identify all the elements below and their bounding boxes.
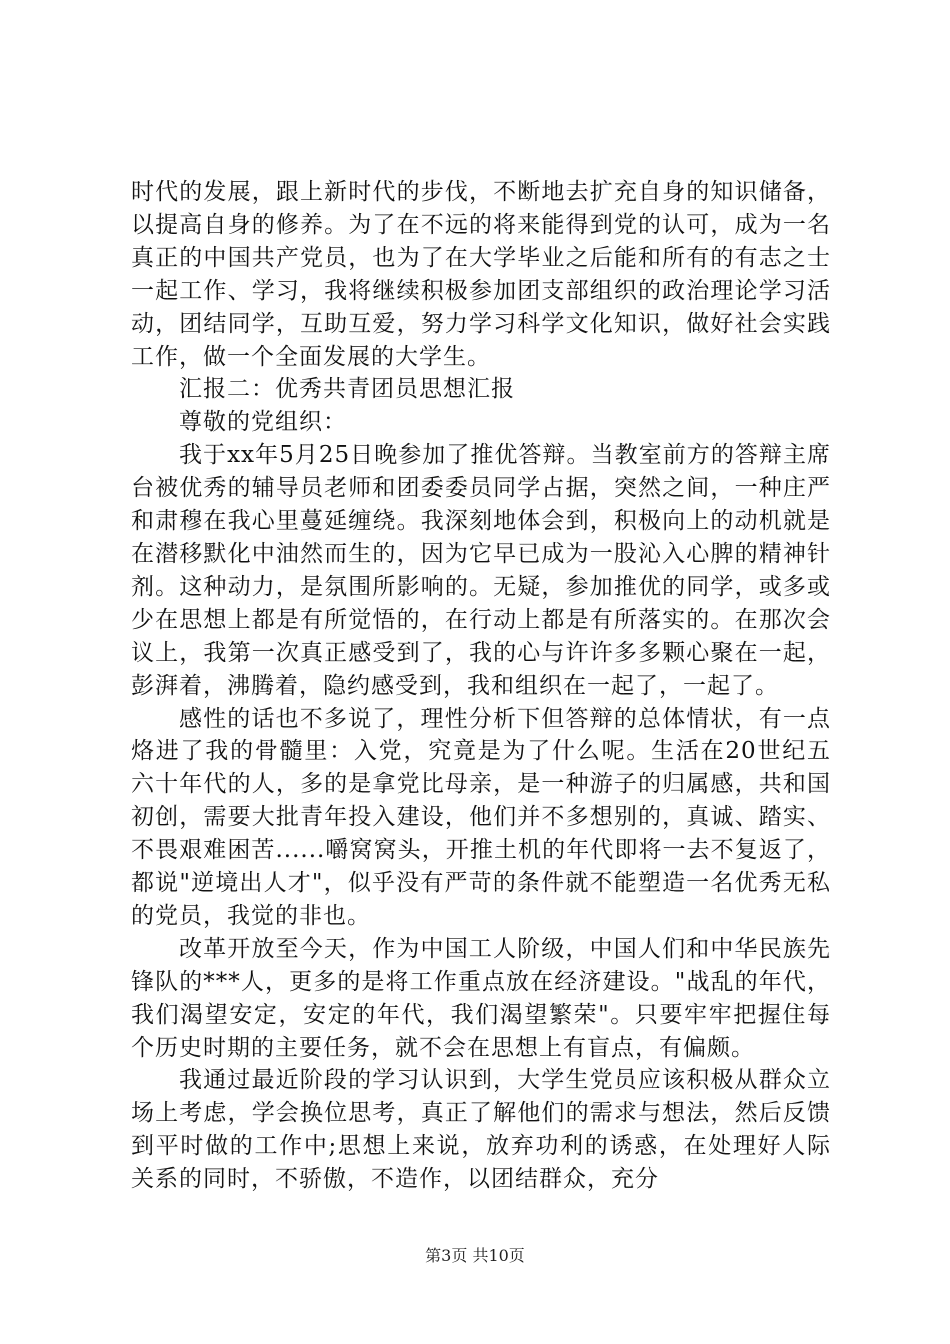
salutation: 尊敬的党组织： [179, 409, 347, 436]
document-body [131, 176, 831, 1196]
page-number-footer: 第3页 共10页 [425, 1246, 525, 1265]
paragraph-continuation: 时代的发展，跟上新时代的步伐，不断地去扩充自身的知识储备，以提高自身的修养。为了在不远的将来能得到党的认可，成为一名真正的中国共产党员，也为了在大学毕业之后能和所有的有志之士一起工作、学习，我将继续积极参加团支部组织的政治理论学习活动，团结同学，互助互爱，努力学习科学文化知识，做好社会实践工作，做一个全面发展的大学生。 [131, 179, 831, 370]
paragraph: 感性的话也不多说了，理性分析下但答辩的总体情状，有一点烙进了我的骨髓里：入党，究竟是为了什么呢。生活在20世纪五六十年代的人，多的是拿党比母亲，是一种游子的归属感，共和国初创，需要大批青年投入建设，他们并不多想别的，真诚、踏实、不畏艰难困苦......嚼窝窝头，开推土机的年代即将一去不复返了，都说"逆境出人才"，似乎没有严苛的条件就不能塑造一名优秀无私的党员，我觉的非也。 [131, 705, 831, 929]
paragraph: 我通过最近阶段的学习认识到，大学生党员应该积极从群众立场上考虑，学会换位思考，真正了解他们的需求与想法，然后反馈到平时做的工作中;思想上来说，放弃功利的诱惑，在处理好人际关系的同时，不骄傲，不造作，以团结群众，充分 [131, 1067, 831, 1193]
paragraph: 改革开放至今天，作为中国工人阶级，中国人们和中华民族先锋队的***人，更多的是将工作重点放在经济建设。"战乱的年代，我们渴望安定，安定的年代，我们渴望繁荣"。只要牢牢把握住每个历史时期的主要任务，就不会在思想上有盲点，有偏颇。 [131, 935, 831, 1061]
section-heading: 汇报二：优秀共青团员思想汇报 [179, 376, 515, 403]
paragraph: 我于xx年5月25日晚参加了推优答辩。当教室前方的答辩主席台被优秀的辅导员老师和团委委员同学占据，突然之间，一种庄严和肃穆在我心里蔓延缠绕。我深刻地体会到，积极向上的动机就是在潜移默化中油然而生的，因为它早已成为一股沁入心脾的精神针剂。这种动力，是氛围所影响的。无疑，参加推优的同学，或多或少在思想上都是有所觉悟的，在行动上都是有所落实的。在那次会议上，我第一次真正感受到了，我的心与许许多多颗心聚在一起，彭湃着，沸腾着，隐约感受到，我和组织在一起了，一起了。 [131, 442, 831, 699]
